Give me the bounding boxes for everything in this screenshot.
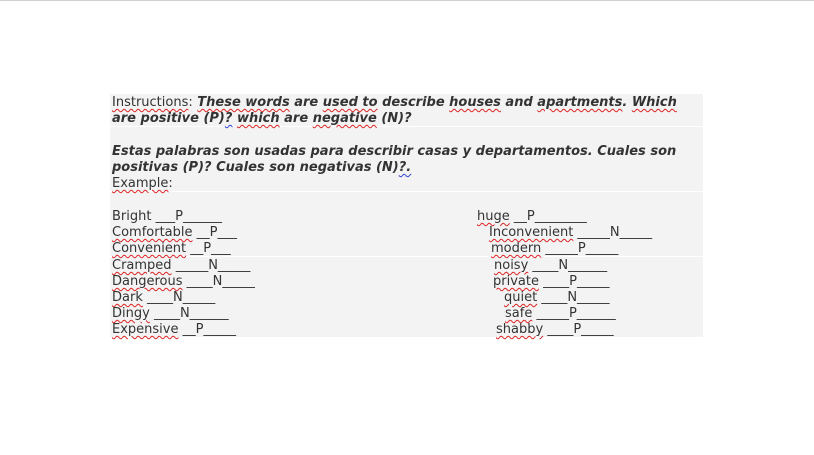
- instruction-fragment: Which: [631, 95, 677, 110]
- instruction-fragment: (N)?: [376, 111, 412, 126]
- right-word-row: [496, 322, 614, 338]
- instruction-fragment: These words: [197, 95, 290, 110]
- vocab-word: modern: [491, 241, 542, 256]
- vocab-word: Expensive: [112, 322, 179, 337]
- instruction-fragment: are: [289, 95, 323, 110]
- vocab-word: Dangerous: [112, 274, 183, 289]
- answer-blank: _____N_____: [573, 225, 653, 240]
- vocab-word: noisy: [494, 258, 529, 273]
- answer-blank: ___P______: [151, 209, 222, 224]
- instruction-fragment: ?: [224, 111, 233, 126]
- vocab-word: Bright: [112, 209, 152, 224]
- vocab-word: private: [493, 274, 539, 289]
- right-word-row: [493, 274, 609, 290]
- answer-blank: __P___: [186, 241, 231, 256]
- instruction-fragment: which: [236, 111, 280, 126]
- vocab-word: Comfortable: [112, 225, 193, 240]
- answer-blank: ____P_____: [538, 274, 610, 289]
- left-word-row: [112, 225, 237, 241]
- instructions-text: [193, 95, 677, 110]
- instruction-fragment: houses: [449, 95, 501, 110]
- vocab-word: huge: [477, 209, 510, 224]
- answer-blank: ____N_____: [182, 274, 255, 289]
- right-word-row: [494, 258, 607, 274]
- instruction-fragment: .: [622, 95, 632, 110]
- left-word-row: [112, 290, 215, 306]
- vocab-word: Convenient: [112, 241, 187, 256]
- vocab-word: Cramped: [112, 258, 172, 273]
- vocab-word: Inconvenient: [489, 225, 574, 240]
- instructions-label: Instructions: [112, 95, 189, 110]
- left-word-row: [112, 322, 236, 338]
- right-word-row: [489, 225, 652, 241]
- answer-blank: ____N_____: [142, 290, 216, 305]
- row-divider: [110, 191, 703, 192]
- answer-blank: ____P_____: [543, 322, 614, 337]
- example-label: Example:: [112, 176, 173, 191]
- vocab-word: quiet: [504, 290, 538, 305]
- answer-blank: __P________: [509, 209, 587, 224]
- instruction-fragment: used to: [322, 95, 378, 110]
- left-word-row: [112, 241, 231, 257]
- instruction-fragment: apartments: [537, 95, 623, 110]
- instructions-line-2: [112, 111, 412, 127]
- left-word-row: [112, 306, 229, 322]
- right-word-row: [504, 290, 610, 306]
- answer-blank: __P_____: [178, 322, 236, 337]
- vocab-word: shabby: [496, 322, 544, 337]
- vocab-word: safe: [505, 306, 533, 321]
- spanish-line-2: positivas (P)? Cuales son negativas (N)?.: [112, 160, 412, 175]
- instructions-line-1: Instructions: These words are used to describe houses and apartments. Which: [112, 95, 677, 110]
- right-word-row: [491, 241, 618, 257]
- left-word-row: [112, 209, 222, 225]
- instruction-fragment: negative: [312, 111, 377, 126]
- left-word-row: [112, 258, 250, 274]
- instruction-fragment: are: [279, 111, 313, 126]
- right-word-row: [477, 209, 587, 225]
- right-word-row: [505, 306, 616, 322]
- answer-blank: __P___: [192, 225, 237, 240]
- instruction-fragment: are positive (P): [112, 111, 225, 126]
- answer-blank: ____N_____: [537, 290, 610, 305]
- instruction-fragment: describe: [377, 95, 450, 110]
- answer-blank: ____N______: [149, 306, 229, 321]
- instruction-fragment: and: [500, 95, 538, 110]
- vocab-word: Dingy: [112, 306, 150, 321]
- left-word-row: [112, 274, 255, 290]
- top-border: [0, 0, 814, 1]
- spanish-line-1: Estas palabras son usadas para describir casas y departamentos. Cuales son: [112, 144, 677, 159]
- answer-blank: _____P______: [532, 306, 616, 321]
- vocab-word: Dark: [112, 290, 143, 305]
- answer-blank: _____N_____: [171, 258, 251, 273]
- answer-blank: _____P_____: [541, 241, 619, 256]
- answer-blank: ____N______: [528, 258, 608, 273]
